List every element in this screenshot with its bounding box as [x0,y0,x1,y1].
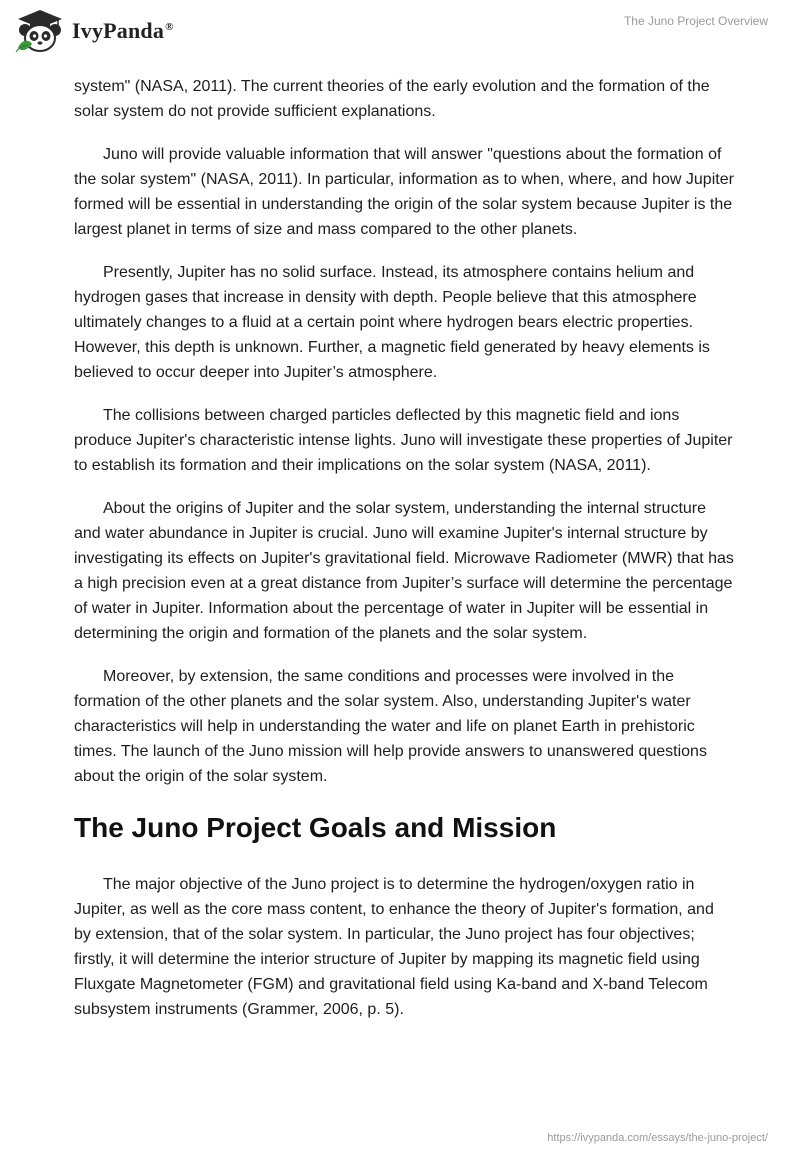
paragraph: The collisions between charged particles deflected by this magnetic field and ions produce Jupiter's characteristic intense lights. Juno will investigate these properties of Jupiter to establish its formation and their implications on the solar system (NASA, 2011). [74,407,733,474]
brand-name: IvyPanda® [72,18,174,43]
paragraph: system" (NASA, 2011). The current theories of the early evolution and the formation of the solar system do not provide sufficient explanations. [74,78,710,120]
ivypanda-logo[interactable] [14,8,174,54]
paragraph: About the origins of Jupiter and the solar system, understanding the internal structure and water abundance in Jupiter is crucial. Juno will examine Jupiter's internal structure by investigating its effects on Jupiter's gravitational field. Microwave Radiometer (MWR) that has a high precision even at a great distance from Jupiter’s surface will determine the percentage of water in Jupiter. Information about the percentage of water in Jupiter will be essential in determining the origin and formation of the planets and the solar system. [74,500,734,642]
paragraph: The major objective of the Juno project is to determine the hydrogen/oxygen ratio in Jupiter, as well as the core mass content, to enhance the theory of Jupiter's formation, and by extension, that of the solar system. In particular, the Juno project has four objectives; firstly, it will determine the interior structure of Jupiter by mapping its magnetic field using Fluxgate Magnetometer (FGM) and gravitational field using Ka-band and X-band Telecom subsystem instruments (Grammer, 2006, p. 5). [74,876,714,1018]
document-title: The Juno Project Overview [623,14,768,28]
paragraph: Juno will provide valuable information that will answer "questions about the formation of the solar system" (NASA, 2011). In particular, information as to when, where, and how Jupiter formed will be essential in understanding the origin of the solar system because Jupiter is the largest planet in terms of size and mass compared to the other planets. [74,146,734,238]
registered-mark: ® [165,20,174,33]
page-header [0,0,800,64]
panda-graduate-icon [14,8,66,54]
paragraph: Moreover, by extension, the same conditions and processes were involved in the formation of the other planets and the solar system. Also, understanding Jupiter's water characteristics will help in understanding the water and life on planet Earth in prehistoric times. The launch of the Juno mission will help provide answers to unanswered questions about the origin of the solar system. [74,668,707,785]
section-heading: The Juno Project Goals and Mission [74,812,557,843]
source-url[interactable]: https://ivypanda.com/essays/the-juno-project/ [547,1132,768,1144]
essay-content [74,74,734,1040]
paragraph: Presently, Jupiter has no solid surface. Instead, its atmosphere contains helium and hydrogen gases that increase in density with depth. People believe that this atmosphere ultimately changes to a fluid at a certain point where hydrogen bears electric properties. However, this depth is unknown. Further, a magnetic field generated by heavy elements is believed to occur deeper into Jupiter’s atmosphere. [74,264,710,381]
